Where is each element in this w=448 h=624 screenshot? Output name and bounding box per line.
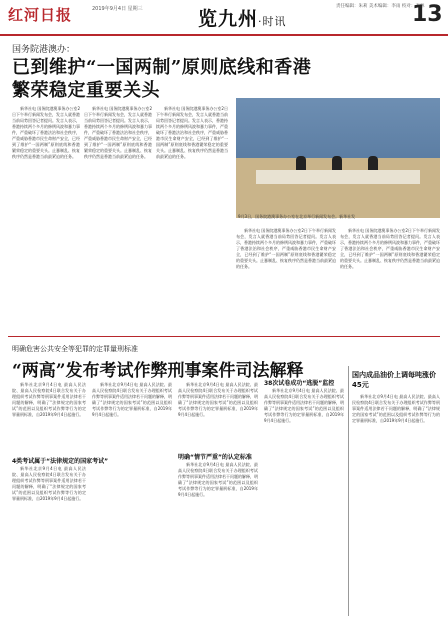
section-divider [8,336,440,337]
second-column-1b: 新华社北京9月4日电 最高人民法院、最高人民检察院4日联合发布关于办理组织考试作弊等刑事案件适用法律若干问题的解释，明确了“法律规定的国家考试”的范围以及组织考试作弊等行为的定罪量刑标准，自2019年9月4日起施行。 [12,466,86,501]
second-headline: “两高”发布考试作弊刑事案件司法解释 [12,361,304,381]
second-column-4: 新华社北京9月4日电 最高人民法院、最高人民检察院4日联合发布关于办理组织考试作弊等刑事案件适用法律若干问题的解释，明确了“法律规定的国家考试”的范围以及组织考试作弊等行为的定罪量刑标准，自2019年9月4日起施行。 [264,388,344,423]
lead-column-1: 新华社电 国务院港澳事务办公室2日下午举行新闻发布会，发言人就香港当前局势回答记者提问。发言人表示，香港持续两个多月的修例风波和暴力事件，严重破坏了香港法治和社会秩序，严重威胁香港市民生命财产安全，已经到了维护“一国两制”原则底线和香港繁荣稳定的重要关头。止暴制乱、恢复秩序仍然是香港当前最紧迫的任务。 [12,106,80,159]
lead-headline: 已到维护“一国两制”原则底线和香港繁荣稳定重要关头 [12,57,312,101]
issue-date: 2019年9月4日 星期三 [92,6,143,12]
newspaper-logo: 红河日报 [8,6,73,24]
photo-caption: 9月3日，国务院港澳事务办公室在北京举行新闻发布会。新华社发 [238,214,356,219]
side-column: 新华社北京9月4日电 最高人民法院、最高人民检察院4日联合发布关于办理组织考试作弊等刑事案件适用法律若干问题的解释，明确了“法律规定的国家考试”的范围以及组织考试作弊等行为的定罪量刑标准，自2019年9月4日起施行。 [352,394,440,423]
column-divider [348,366,349,616]
second-column-2: 新华社北京9月4日电 最高人民法院、最高人民检察院4日联合发布关于办理组织考试作弊等刑事案件适用法律若干问题的解释，明确了“法律规定的国家考试”的范围以及组织考试作弊等行为的定罪量刑标准，自2019年9月4日起施行。 [92,382,172,417]
lead-kicker: 国务院港澳办： [12,45,76,55]
masthead [0,0,448,36]
section-title: 览九州·时讯 [198,8,287,30]
side-headline: 国内成品油价上调每吨涨价45元 [352,371,436,389]
lead-column-5: 新华社电 国务院港澳事务办公室2日下午举行新闻发布会，发言人就香港当前局势回答记者提问。发言人表示，香港持续两个多月的修例风波和暴力事件，严重破坏了香港法治和社会秩序，严重威胁香港市民生命财产安全，已经到了维护“一国两制”原则底线和香港繁荣稳定的重要关头。止暴制乱、恢复秩序仍然是香港当前最紧迫的任务。 [340,228,440,269]
lead-column-4: 新华社电 国务院港澳事务办公室2日下午举行新闻发布会，发言人就香港当前局势回答记者提问。发言人表示，香港持续两个多月的修例风波和暴力事件，严重破坏了香港法治和社会秩序，严重威胁香港市民生命财产安全，已经到了维护“一国两制”原则底线和香港繁荣稳定的重要关头。止暴制乱、恢复秩序仍然是香港当前最紧迫的任务。 [236,228,336,269]
second-kicker: 明确危害公共安全等犯罪的定罪量刑标准 [12,345,138,353]
editor-credits: 责任编辑：朱莉 美术编辑：李雨 校对：王林 [336,4,425,9]
subhead-serious: 明确“情节严重”的认定标准 [178,454,252,461]
second-column-1a: 新华社北京9月4日电 最高人民法院、最高人民检察院4日联合发布关于办理组织考试作弊等刑事案件适用法律若干问题的解释，明确了“法律规定的国家考试”的范围以及组织考试作弊等行为的定罪量刑标准，自2019年9月4日起施行。 [12,382,86,417]
press-conference-photo [236,98,440,218]
subhead-exams: 4类考试属于“法律规定的国家考试” [12,458,109,465]
lead-column-2: 新华社电 国务院港澳事务办公室2日下午举行新闻发布会，发言人就香港当前局势回答记者提问。发言人表示，香港持续两个多月的修例风波和暴力事件，严重破坏了香港法治和社会秩序，严重威胁香港市民生命财产安全，已经到了维护“一国两制”原则底线和香港繁荣稳定的重要关头。止暴制乱、恢复秩序仍然是香港当前最紧迫的任务。 [84,106,152,159]
lead-column-3: 新华社电 国务院港澳事务办公室2日下午举行新闻发布会，发言人就香港当前局势回答记者提问。发言人表示，香港持续两个多月的修例风波和暴力事件，严重破坏了香港法治和社会秩序，严重威胁香港市民生命财产安全，已经到了维护“一国两制”原则底线和香港繁荣稳定的重要关头。止暴制乱、恢复秩序仍然是香港当前最紧迫的任务。 [156,106,228,159]
page-number: 13 [412,2,443,27]
subhead-escape: 38次试卷成功“逃脱”监控 [264,380,335,387]
second-column-3a: 新华社北京9月4日电 最高人民法院、最高人民检察院4日联合发布关于办理组织考试作弊等刑事案件适用法律若干问题的解释，明确了“法律规定的国家考试”的范围以及组织考试作弊等行为的定罪量刑标准，自2019年9月4日起施行。 [178,382,258,417]
second-column-3b: 新华社北京9月4日电 最高人民法院、最高人民检察院4日联合发布关于办理组织考试作弊等刑事案件适用法律若干问题的解释，明确了“法律规定的国家考试”的范围以及组织考试作弊等行为的定罪量刑标准，自2019年9月4日起施行。 [178,462,258,497]
